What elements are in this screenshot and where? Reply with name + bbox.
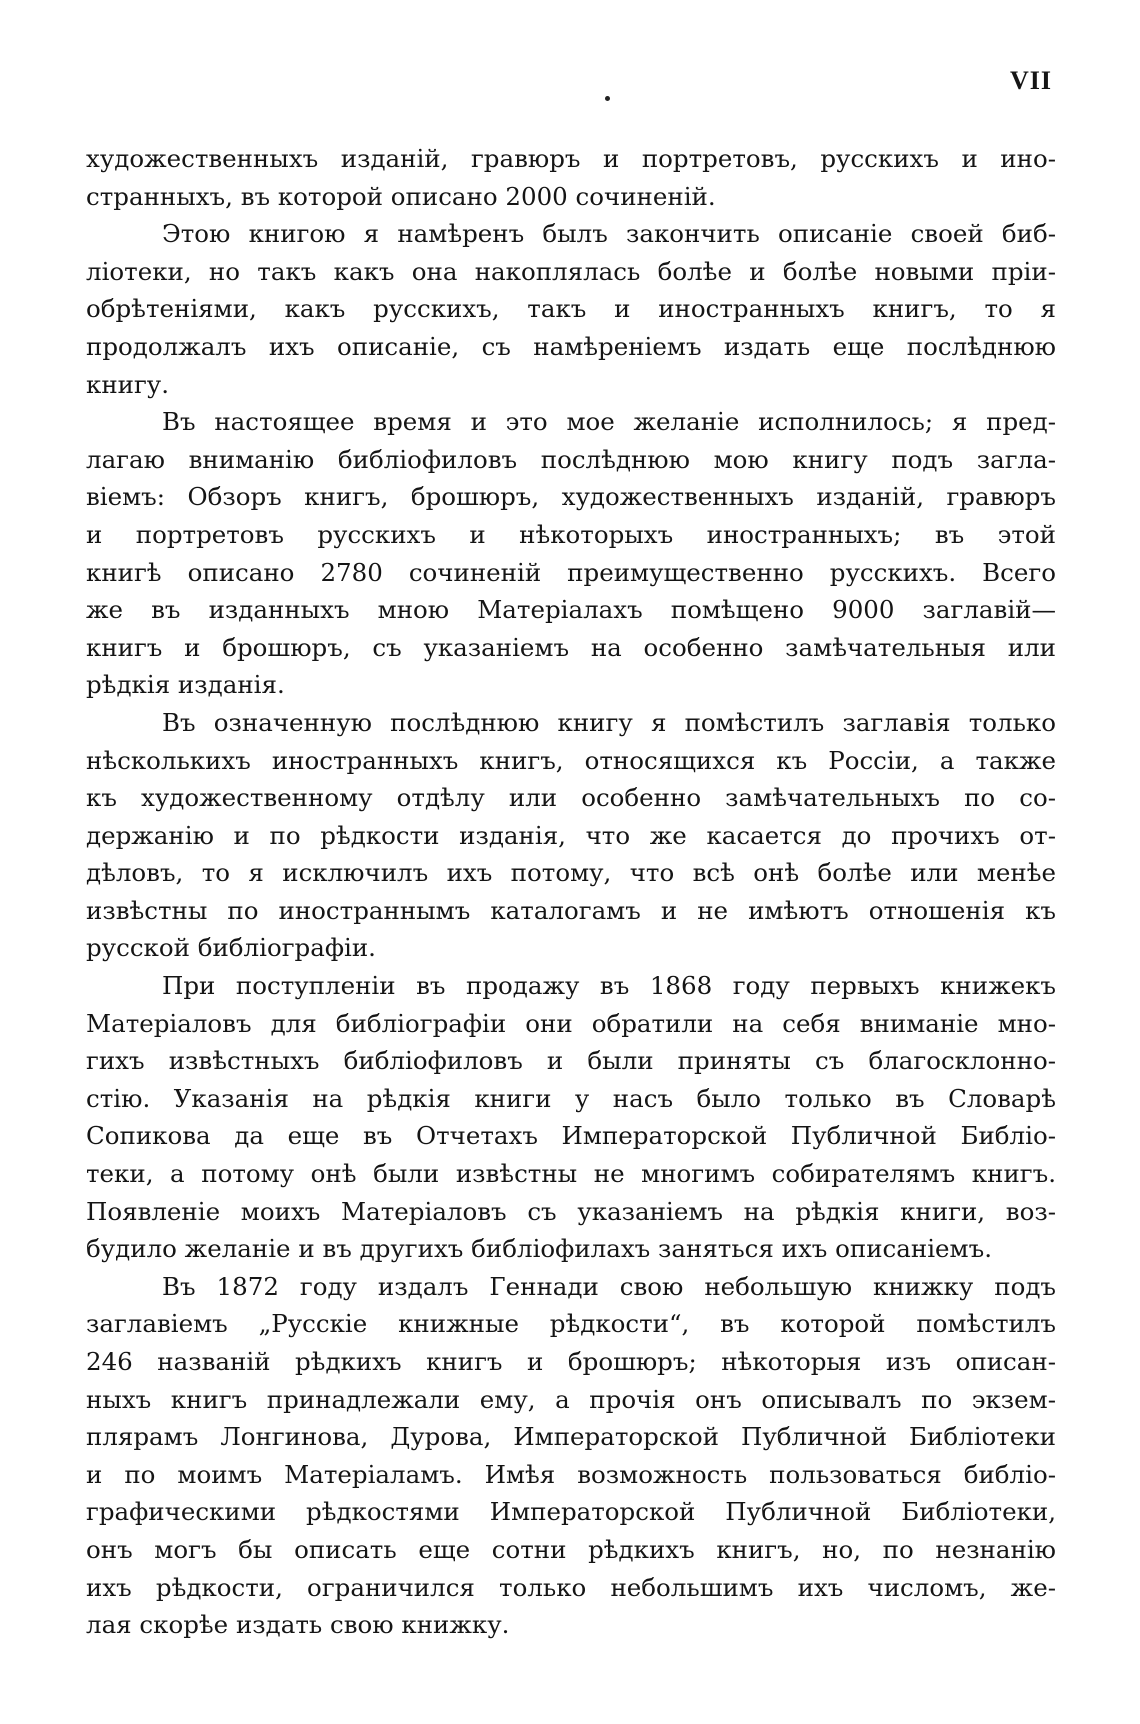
text-line: странныхъ, въ которой описано 2000 сочиненій. xyxy=(86,181,716,211)
text-line: 246 названій рѣдкихъ книгъ и брошюръ; нѣкоторыя изъ описан- xyxy=(86,1347,1056,1376)
text-line: обрѣтеніями, какъ русскихъ, такъ и иностранныхъ книгъ, то я xyxy=(86,294,1056,324)
text-line: стію. Указанія на рѣдкія книги у насъ было только въ Словарѣ xyxy=(86,1083,1056,1113)
text-line: Матеріаловъ для библіографіи они обратили на себя вниманіе мно- xyxy=(86,1008,1056,1038)
text-line: лагаю вниманію библіофиловъ послѣднюю мою книгу подъ загла- xyxy=(86,444,1056,474)
text-line: держанію и по рѣдкости изданія, что же касается до прочихъ от- xyxy=(86,820,1056,850)
text-line: віемъ: Обзоръ книгъ, брошюръ, художественныхъ изданій, гравюръ xyxy=(86,482,1056,512)
text-line: графическими рѣдкостями Императорской Публичной Библіотеки, xyxy=(86,1497,1056,1527)
text-line: художественныхъ изданій, гравюръ и портретовъ, русскихъ и ино- xyxy=(86,144,1056,173)
text-line: Появленіе моихъ Матеріаловъ съ указаніемъ на рѣдкія книги, воз- xyxy=(86,1196,1056,1226)
text-line: продолжалъ ихъ описаніе, съ намѣреніемъ издать еще послѣднюю xyxy=(86,331,1056,361)
text-line: и портретовъ русскихъ и нѣкоторыхъ иностранныхъ; въ этой xyxy=(86,519,1056,549)
text-line: рѣдкія изданія. xyxy=(86,670,285,700)
text-line: лая скорѣе издать свою книжку. xyxy=(86,1610,510,1640)
text-line: къ художественному отдѣлу или особенно замѣчательныхъ по со- xyxy=(86,783,1056,813)
text-line: книгѣ описано 2780 сочиненій преимущественно русскихъ. Всего xyxy=(86,557,1056,587)
text-line: же въ изданныхъ мною Матеріалахъ помѣщено 9000 заглавій— xyxy=(86,595,1056,625)
text-line: теки, а потому онѣ были извѣстны не многимъ собирателямъ книгъ. xyxy=(86,1159,1056,1189)
text-line: и по моимъ Матеріаламъ. Имѣя возможность пользоваться библіо- xyxy=(86,1459,1056,1489)
text-line: ныхъ книгъ принадлежали ему, а прочія онъ описывалъ по экзем- xyxy=(86,1384,1056,1414)
text-line: ліотеки, но такъ какъ она накоплялась болѣе и болѣе новыми пріи- xyxy=(86,256,1056,286)
text-line: ихъ рѣдкости, ограничился только небольшимъ ихъ числомъ, же- xyxy=(86,1572,1056,1602)
text-line: онъ могъ бы описать еще сотни рѣдкихъ книгъ, но, по незнанію xyxy=(86,1534,1056,1564)
page-body-text xyxy=(86,140,1056,1644)
text-line: будило желаніе и въ другихъ библіофилахъ заняться ихъ описаніемъ. xyxy=(86,1234,992,1264)
page-number: VII xyxy=(1009,66,1052,95)
scan-mark xyxy=(605,96,610,101)
text-line: Въ настоящее время и это мое желаніе исполнилось; я пред- xyxy=(162,407,1056,437)
text-line: Въ означенную послѣднюю книгу я помѣстилъ заглавія только xyxy=(162,707,1056,737)
text-line: гихъ извѣстныхъ библіофиловъ и были приняты съ благосклонно- xyxy=(86,1046,1056,1076)
text-line: плярамъ Лонгинова, Дурова, Императорской Публичной Библіотеки xyxy=(86,1422,1056,1452)
text-line: извѣстны по иностраннымъ каталогамъ и не имѣютъ отношенія къ xyxy=(86,895,1056,925)
text-line: книгу. xyxy=(86,369,170,399)
text-line: русской библіографіи. xyxy=(86,933,376,963)
text-line: нѣсколькихъ иностранныхъ книгъ, относящихся къ Россіи, а также xyxy=(86,745,1056,775)
text-line: Въ 1872 году издалъ Геннади свою небольшую книжку подъ xyxy=(162,1271,1056,1301)
text-line: Сопикова да еще въ Отчетахъ Императорской Публичной Библіо- xyxy=(86,1121,1056,1151)
text-line: дѣловъ, то я исключилъ ихъ потому, что всѣ онѣ болѣе или менѣе xyxy=(86,858,1056,888)
text-line: заглавіемъ „Русскіе книжные рѣдкости“, въ которой помѣстилъ xyxy=(86,1309,1056,1339)
text-line: книгъ и брошюръ, съ указаніемъ на особенно замѣчательныя или xyxy=(86,632,1056,662)
text-line: Этою книгою я намѣренъ былъ закончить описаніе своей биб- xyxy=(162,219,1056,249)
text-line: При поступленіи въ продажу въ 1868 году первыхъ книжекъ xyxy=(162,971,1056,1001)
